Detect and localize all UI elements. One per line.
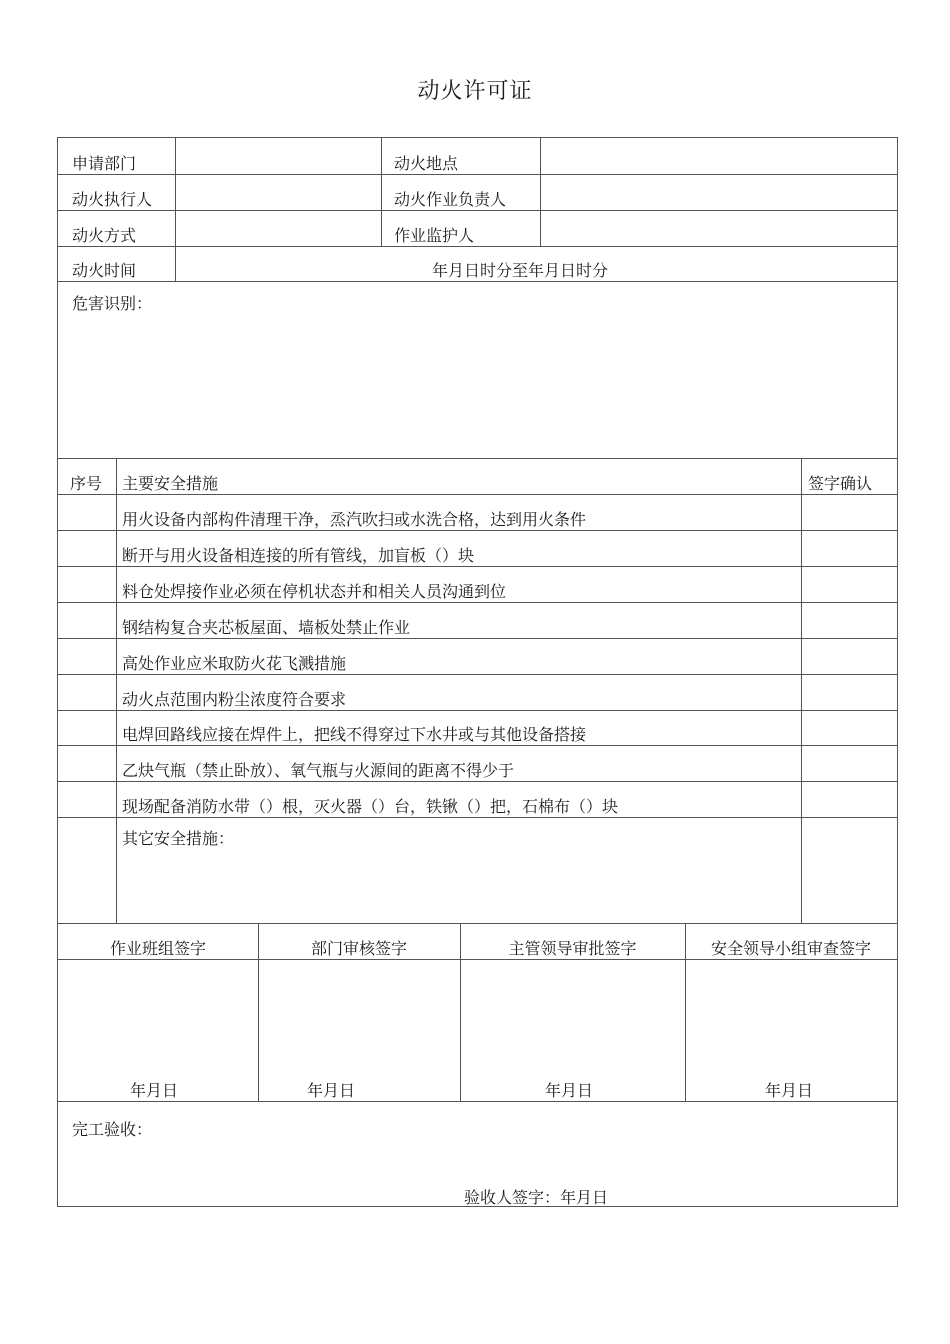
measure-item: 高处作业应米取防火花飞溅措施 [122,654,347,673]
safety-group-date: 年月日 [765,1081,814,1100]
dept-review-date: 年月日 [307,1081,356,1100]
executor-label: 动火执行人 [72,190,153,209]
row-divider [58,745,897,746]
row-divider [58,566,897,567]
row-divider [58,281,897,282]
row-divider [58,638,897,639]
completion-signer: 验收人签字：年月日 [464,1188,609,1207]
col-measure-header: 主要安全措施 [122,474,219,493]
row-divider [58,674,897,675]
method-label: 动火方式 [72,226,137,245]
measure-item: 电焊回路线应接在焊件上，把线不得穿过下水井或与其他设备搭接 [122,725,587,744]
time-label: 动火时间 [72,261,137,280]
location-label: 动火地点 [394,154,459,173]
team-sign-date: 年月日 [130,1081,179,1100]
row-divider [58,210,897,211]
manager-approve-date: 年月日 [545,1081,594,1100]
other-measures-label: 其它安全措施： [122,829,235,848]
row-divider [58,781,897,782]
col-divider [801,458,802,923]
hazard-label: 危害识别： [72,294,153,313]
row-divider [58,923,897,924]
permit-form [57,137,898,1207]
row-divider [58,458,897,459]
row-divider [58,174,897,175]
completion-label: 完工验收： [72,1120,153,1139]
measure-item: 动火点范围内粉尘浓度符合要求 [122,690,347,709]
safety-group-header: 安全领导小组审查签字 [710,939,871,958]
manager-approve-header: 主管领导审批签字 [508,939,637,958]
row-divider [58,1101,897,1102]
measure-item: 断开与用火设备相连接的所有管线，加盲板（）块 [122,546,475,565]
col-no-header: 序号 [70,474,103,493]
measure-item: 料仓处焊接作业必须在停机状态并和相关人员沟通到位 [122,582,507,601]
row-divider [58,602,897,603]
measure-item: 钢结构复合夹芯板屋面、墙板处禁止作业 [122,618,411,637]
row-divider [58,494,897,495]
leader-label: 动火作业负责人 [394,190,507,209]
col-divider [175,138,176,281]
dept-label: 申请部门 [72,154,137,173]
measure-item: 用火设备内部构件清理干净，烝汽吹扫或水洗合格，达到用火条件 [122,510,587,529]
col-divider [381,138,382,246]
team-sign-header: 作业班组签字 [109,939,206,958]
row-divider [58,530,897,531]
row-divider [58,959,897,960]
col-sign-header: 签字确认 [808,474,873,493]
col-divider [116,458,117,923]
row-divider [58,710,897,711]
col-divider [540,138,541,246]
time-value: 年月日时分至年月日时分 [432,261,609,280]
guardian-label: 作业监护人 [394,226,475,245]
row-divider [58,817,897,818]
measure-item: 乙炔气瓶（禁止卧放）、氧气瓶与火源间的距离不得少于 [122,761,515,780]
measure-item: 现场配备消防水带（）根，灭火器（）台，铁锹（）把，石棉布（）块 [122,797,619,816]
row-divider [58,246,897,247]
page-title: 动火许可证 [417,79,533,104]
dept-review-header: 部门审核签字 [310,939,407,958]
